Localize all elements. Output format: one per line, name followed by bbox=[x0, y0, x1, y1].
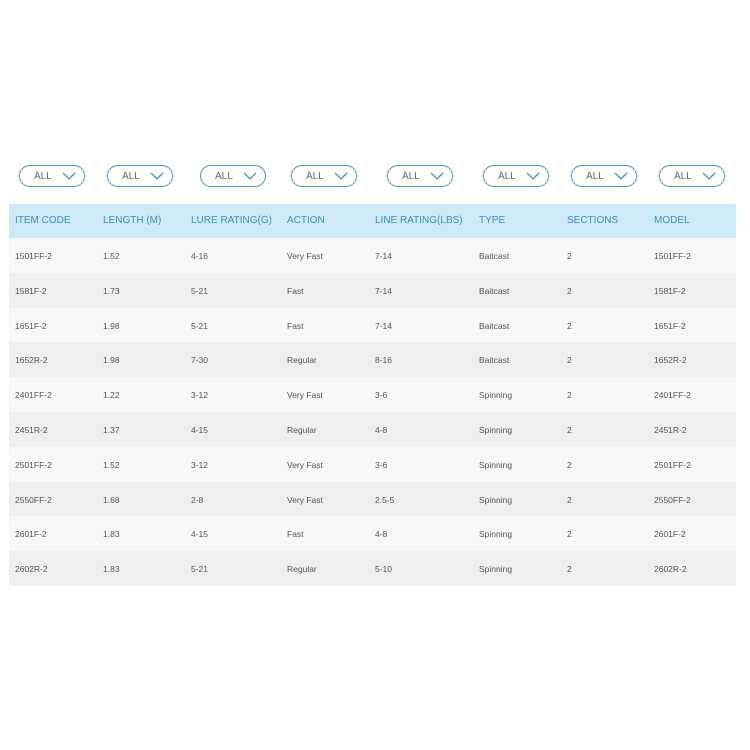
filter-bar bbox=[0, 165, 750, 189]
item-code-cell: 2501FF-2 bbox=[15, 459, 52, 470]
length-cell: 1.22 bbox=[103, 390, 120, 401]
chevron-down-icon bbox=[614, 171, 628, 181]
model-cell: 2601F-2 bbox=[654, 529, 686, 540]
length-cell: 1.73 bbox=[103, 285, 120, 296]
chevron-down-icon bbox=[243, 171, 257, 181]
action-cell: Regular bbox=[287, 355, 317, 366]
chevron-down-icon bbox=[430, 171, 444, 181]
lure-rating-cell: 4-16 bbox=[191, 251, 209, 261]
type-cell: Spinning bbox=[479, 529, 513, 540]
model-cell: 2602R-2 bbox=[654, 564, 687, 575]
action-cell: Regular bbox=[287, 424, 317, 435]
lure-rating-cell: 7-30 bbox=[191, 355, 209, 366]
lure-rating-cell: 2-8 bbox=[191, 494, 204, 505]
filter-value: ALL bbox=[306, 171, 324, 182]
header-type[interactable]: TYPE bbox=[479, 215, 506, 226]
filter-model[interactable] bbox=[659, 165, 725, 187]
length-cell: 1.52 bbox=[103, 459, 120, 470]
table-row[interactable] bbox=[9, 238, 736, 273]
filter-sections[interactable] bbox=[571, 165, 637, 187]
length-cell: 1.83 bbox=[103, 529, 120, 540]
lure-rating-cell: 4-15 bbox=[191, 529, 209, 540]
line-rating-cell: 3-6 bbox=[375, 459, 388, 470]
header-action[interactable]: ACTION bbox=[287, 215, 325, 226]
table-row[interactable] bbox=[9, 342, 736, 377]
model-cell: 2550FF-2 bbox=[654, 494, 691, 505]
sections-cell: 2 bbox=[567, 564, 572, 575]
lure-rating-cell: 5-21 bbox=[191, 320, 209, 331]
sections-cell: 2 bbox=[567, 355, 572, 366]
product-table bbox=[9, 204, 736, 586]
model-cell: 1581F-2 bbox=[654, 285, 686, 296]
action-cell: Very Fast bbox=[287, 459, 323, 470]
table-row[interactable] bbox=[9, 516, 736, 551]
table-row[interactable] bbox=[9, 412, 736, 447]
sections-cell: 2 bbox=[567, 494, 572, 505]
action-cell: Fast bbox=[287, 320, 304, 331]
line-rating-cell: 2.5-5 bbox=[375, 494, 395, 505]
chevron-down-icon bbox=[334, 171, 348, 181]
item-code-cell: 1581F-2 bbox=[15, 285, 47, 296]
chevron-down-icon bbox=[150, 171, 164, 181]
table-row[interactable] bbox=[9, 551, 736, 586]
lure-rating-cell: 4-15 bbox=[191, 424, 209, 435]
sections-cell: 2 bbox=[567, 459, 572, 470]
sections-cell: 2 bbox=[567, 529, 572, 540]
line-rating-cell: 3-6 bbox=[375, 390, 388, 401]
sections-cell: 2 bbox=[567, 251, 572, 261]
item-code-cell: 2451R-2 bbox=[15, 424, 48, 435]
lure-rating-cell: 3-12 bbox=[191, 459, 209, 470]
model-cell: 1651F-2 bbox=[654, 320, 686, 331]
line-rating-cell: 7-14 bbox=[375, 251, 393, 261]
filter-lure-rating[interactable] bbox=[200, 165, 266, 187]
action-cell: Fast bbox=[287, 285, 304, 296]
filter-type[interactable] bbox=[483, 165, 549, 187]
action-cell: Very Fast bbox=[287, 494, 323, 505]
length-cell: 1.52 bbox=[103, 251, 120, 261]
item-code-cell: 2550FF-2 bbox=[15, 494, 52, 505]
type-cell: Spinning bbox=[479, 424, 513, 435]
item-code-cell: 1501FF-2 bbox=[15, 251, 52, 261]
sections-cell: 2 bbox=[567, 285, 572, 296]
filter-line-rating[interactable] bbox=[387, 165, 453, 187]
filter-length[interactable] bbox=[107, 165, 173, 187]
table-row[interactable] bbox=[9, 482, 736, 517]
line-rating-cell: 7-14 bbox=[375, 285, 393, 296]
filter-value: ALL bbox=[498, 171, 516, 182]
chevron-down-icon bbox=[702, 171, 716, 181]
item-code-cell: 2602R-2 bbox=[15, 564, 48, 575]
chevron-down-icon bbox=[526, 171, 540, 181]
table-row[interactable] bbox=[9, 273, 736, 308]
table-body bbox=[9, 238, 736, 586]
length-cell: 1.98 bbox=[103, 320, 120, 331]
action-cell: Very Fast bbox=[287, 390, 323, 401]
item-code-cell: 2401FF-2 bbox=[15, 390, 52, 401]
line-rating-cell: 4-8 bbox=[375, 424, 388, 435]
sections-cell: 2 bbox=[567, 424, 572, 435]
table-row[interactable] bbox=[9, 308, 736, 343]
length-cell: 1.83 bbox=[103, 564, 120, 575]
filter-item-code[interactable] bbox=[19, 165, 85, 187]
header-length[interactable]: LENGTH (M) bbox=[103, 215, 162, 226]
model-cell: 2501FF-2 bbox=[654, 459, 691, 470]
filter-action[interactable] bbox=[291, 165, 357, 187]
model-cell: 2451R-2 bbox=[654, 424, 687, 435]
item-code-cell: 1652R-2 bbox=[15, 355, 48, 366]
line-rating-cell: 8-16 bbox=[375, 355, 393, 366]
item-code-cell: 1651F-2 bbox=[15, 320, 47, 331]
filter-value: ALL bbox=[586, 171, 604, 182]
sections-cell: 2 bbox=[567, 390, 572, 401]
action-cell: Fast bbox=[287, 529, 304, 540]
header-lure-rating[interactable]: LURE RATING(G) bbox=[191, 215, 272, 226]
line-rating-cell: 4-8 bbox=[375, 529, 388, 540]
filter-value: ALL bbox=[34, 171, 52, 182]
type-cell: Spinning bbox=[479, 494, 513, 505]
line-rating-cell: 5-10 bbox=[375, 564, 393, 575]
header-item-code[interactable]: ITEM CODE bbox=[15, 215, 71, 226]
lure-rating-cell: 3-12 bbox=[191, 390, 209, 401]
model-cell: 1652R-2 bbox=[654, 355, 687, 366]
lure-rating-cell: 5-21 bbox=[191, 285, 209, 296]
filter-value: ALL bbox=[122, 171, 140, 182]
action-cell: Very Fast bbox=[287, 251, 323, 261]
model-cell: 2401FF-2 bbox=[654, 390, 691, 401]
length-cell: 1.98 bbox=[103, 355, 120, 366]
filter-value: ALL bbox=[402, 171, 420, 182]
type-cell: Baitcast bbox=[479, 320, 510, 331]
header-model[interactable]: MODEL bbox=[654, 215, 690, 226]
type-cell: Spinning bbox=[479, 564, 513, 575]
action-cell: Regular bbox=[287, 564, 317, 575]
type-cell: Baitcast bbox=[479, 285, 510, 296]
table-header bbox=[9, 204, 736, 238]
table-row[interactable] bbox=[9, 377, 736, 412]
filter-value: ALL bbox=[674, 171, 692, 182]
item-code-cell: 2601F-2 bbox=[15, 529, 47, 540]
sections-cell: 2 bbox=[567, 320, 572, 331]
type-cell: Spinning bbox=[479, 459, 513, 470]
header-sections[interactable]: SECTIONS bbox=[567, 215, 619, 226]
table-row[interactable] bbox=[9, 447, 736, 482]
chevron-down-icon bbox=[62, 171, 76, 181]
lure-rating-cell: 5-21 bbox=[191, 564, 209, 575]
type-cell: Baitcast bbox=[479, 355, 510, 366]
header-line-rating[interactable]: LINE RATING(LBS) bbox=[375, 215, 463, 226]
model-cell: 1501FF-2 bbox=[654, 251, 691, 261]
line-rating-cell: 7-14 bbox=[375, 320, 393, 331]
filter-value: ALL bbox=[215, 171, 233, 182]
length-cell: 1.68 bbox=[103, 494, 120, 505]
type-cell: Baitcast bbox=[479, 251, 510, 261]
type-cell: Spinning bbox=[479, 390, 513, 401]
length-cell: 1.37 bbox=[103, 424, 120, 435]
